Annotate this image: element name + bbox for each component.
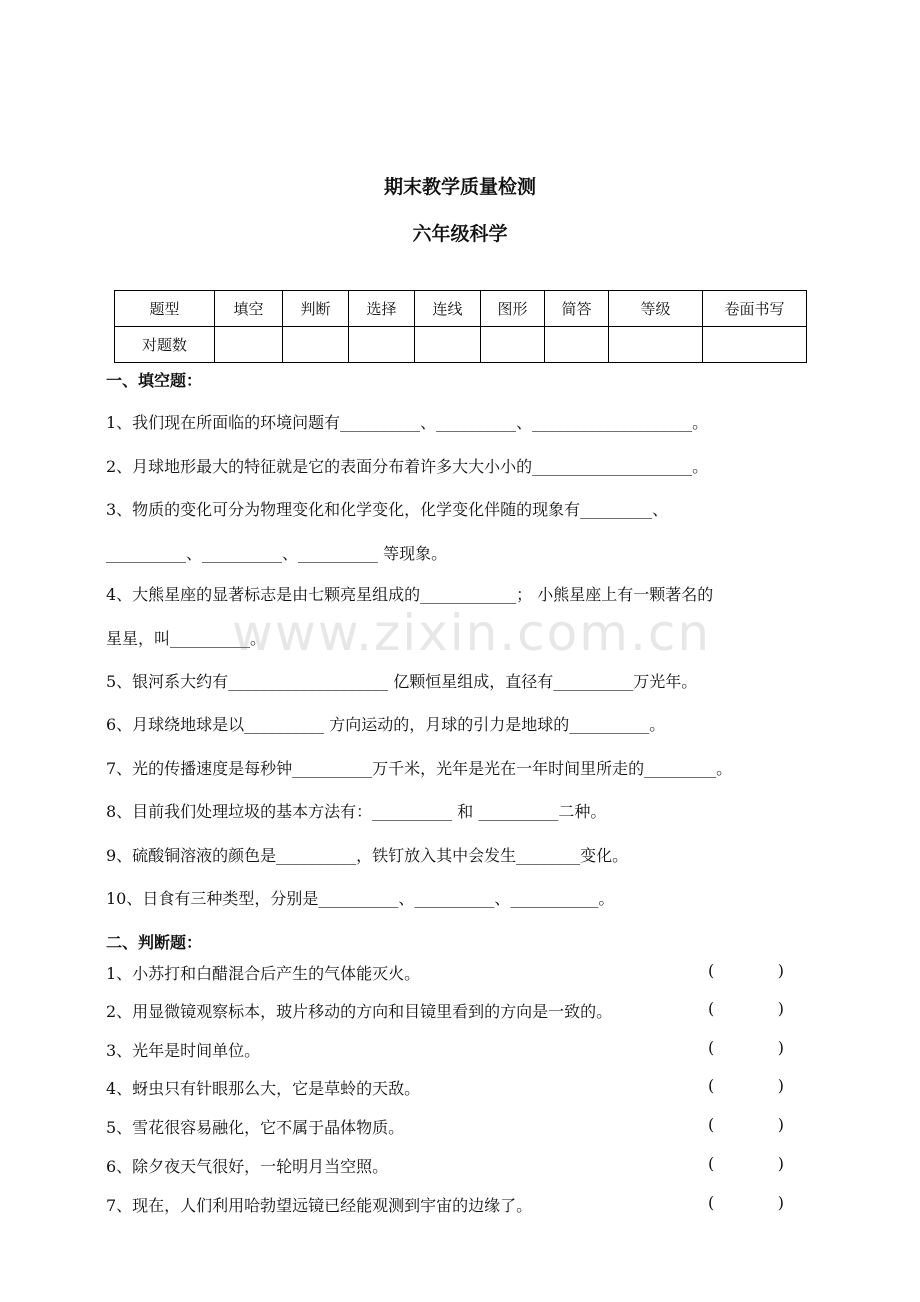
- judgment-item: 7、现在，人们利用哈勃望远镜已经能观测到宇宙的边缘了。: [106, 1196, 533, 1215]
- judgment-item: 6、除夕夜天气很好，一轮明月当空照。: [106, 1157, 389, 1176]
- question-line: 10、日食有三种类型，分别是__________、__________、___________。: [106, 889, 615, 908]
- row-label: 对题数: [115, 327, 215, 363]
- paren-open: (: [708, 1115, 715, 1134]
- paren-open: (: [708, 1154, 715, 1173]
- header-cell: 连线: [415, 291, 481, 327]
- section-heading-true-false: 二、判断题：: [106, 933, 203, 952]
- header-cell: 简答: [545, 291, 609, 327]
- question-line: 5、银河系大约有____________________ 亿颗恒星组成，直径有__________万光年。: [106, 672, 698, 691]
- paren-open: (: [708, 1038, 715, 1057]
- question-line: 2、月球地形最大的特征就是它的表面分布着许多大大小小的____________________。: [106, 457, 709, 476]
- watermark: www.zixin.com.cn: [232, 604, 712, 662]
- paren-close: ): [777, 1038, 784, 1057]
- answer-parens[interactable]: [708, 1193, 784, 1212]
- question-line: 1、我们现在所面临的环境问题有__________、__________、____________________。: [106, 413, 709, 432]
- paren-close: ): [777, 961, 784, 980]
- header-cell: 卷面书写: [703, 291, 807, 327]
- score-cell[interactable]: [703, 327, 807, 363]
- question-line: 4、大熊星座的显著标志是由七颗亮星组成的____________； 小熊星座上有一颗著名的: [106, 585, 714, 604]
- question-line: 9、硫酸铜溶液的颜色是__________，铁钉放入其中会发生________变化。: [106, 846, 629, 865]
- header-cell: 题型: [115, 291, 215, 327]
- judgment-item: 5、雪花很容易融化，它不属于晶体物质。: [106, 1118, 405, 1137]
- paren-open: (: [708, 1076, 715, 1095]
- paren-open: (: [708, 961, 715, 980]
- score-cell[interactable]: [545, 327, 609, 363]
- answer-parens[interactable]: [708, 961, 784, 980]
- answer-parens[interactable]: [708, 1076, 784, 1095]
- header-cell: 判断: [283, 291, 349, 327]
- exam-title: 期末教学质量检测: [383, 176, 536, 198]
- question-line: 8、目前我们处理垃圾的基本方法有：__________ 和 __________二种。: [106, 802, 607, 821]
- header-cell: 图形: [481, 291, 545, 327]
- judgment-item: 2、用显微镜观察标本，玻片移动的方向和目镜里看到的方向是一致的。: [106, 1002, 613, 1021]
- question-line: 7、光的传播速度是每秒钟__________万千米，光年是光在一年时间里所走的_________。: [106, 759, 733, 778]
- score-table: [114, 290, 807, 363]
- header-cell: 等级: [609, 291, 703, 327]
- paren-open: (: [708, 999, 715, 1018]
- score-cell[interactable]: [481, 327, 545, 363]
- score-cell[interactable]: [283, 327, 349, 363]
- paren-close: ): [777, 1076, 784, 1095]
- exam-subtitle: 六年级科学: [412, 223, 508, 245]
- paren-close: ): [777, 999, 784, 1018]
- header-cell: 填空: [215, 291, 283, 327]
- question-line: 3、物质的变化可分为物理变化和化学变化，化学变化伴随的现象有_________、: [106, 500, 669, 519]
- judgment-item: 4、蚜虫只有针眼那么大，它是草蛉的天敌。: [106, 1079, 421, 1098]
- score-table-row: [115, 327, 807, 363]
- answer-parens[interactable]: [708, 1154, 784, 1173]
- paren-close: ): [777, 1115, 784, 1134]
- answer-parens[interactable]: [708, 1038, 784, 1057]
- header-cell: 选择: [349, 291, 415, 327]
- question-line: 星星，叫__________。: [106, 629, 267, 648]
- score-table-header-row: [115, 291, 807, 327]
- section-heading-fill-blank: 一、填空题：: [106, 371, 203, 390]
- score-cell[interactable]: [215, 327, 283, 363]
- score-cell[interactable]: [349, 327, 415, 363]
- question-line: 6、月球绕地球是以__________ 方向运动的，月球的引力是地球的__________。: [106, 715, 666, 734]
- paren-close: ): [777, 1154, 784, 1173]
- question-line: __________、__________、__________ 等现象。: [106, 544, 448, 563]
- answer-parens[interactable]: [708, 999, 784, 1018]
- judgment-item: 1、小苏打和白醋混合后产生的气体能灭火。: [106, 964, 421, 983]
- answer-parens[interactable]: [708, 1115, 784, 1134]
- judgment-item: 3、光年是时间单位。: [106, 1041, 261, 1060]
- score-cell[interactable]: [415, 327, 481, 363]
- score-cell[interactable]: [609, 327, 703, 363]
- paren-close: ): [777, 1193, 784, 1212]
- paren-open: (: [708, 1193, 715, 1212]
